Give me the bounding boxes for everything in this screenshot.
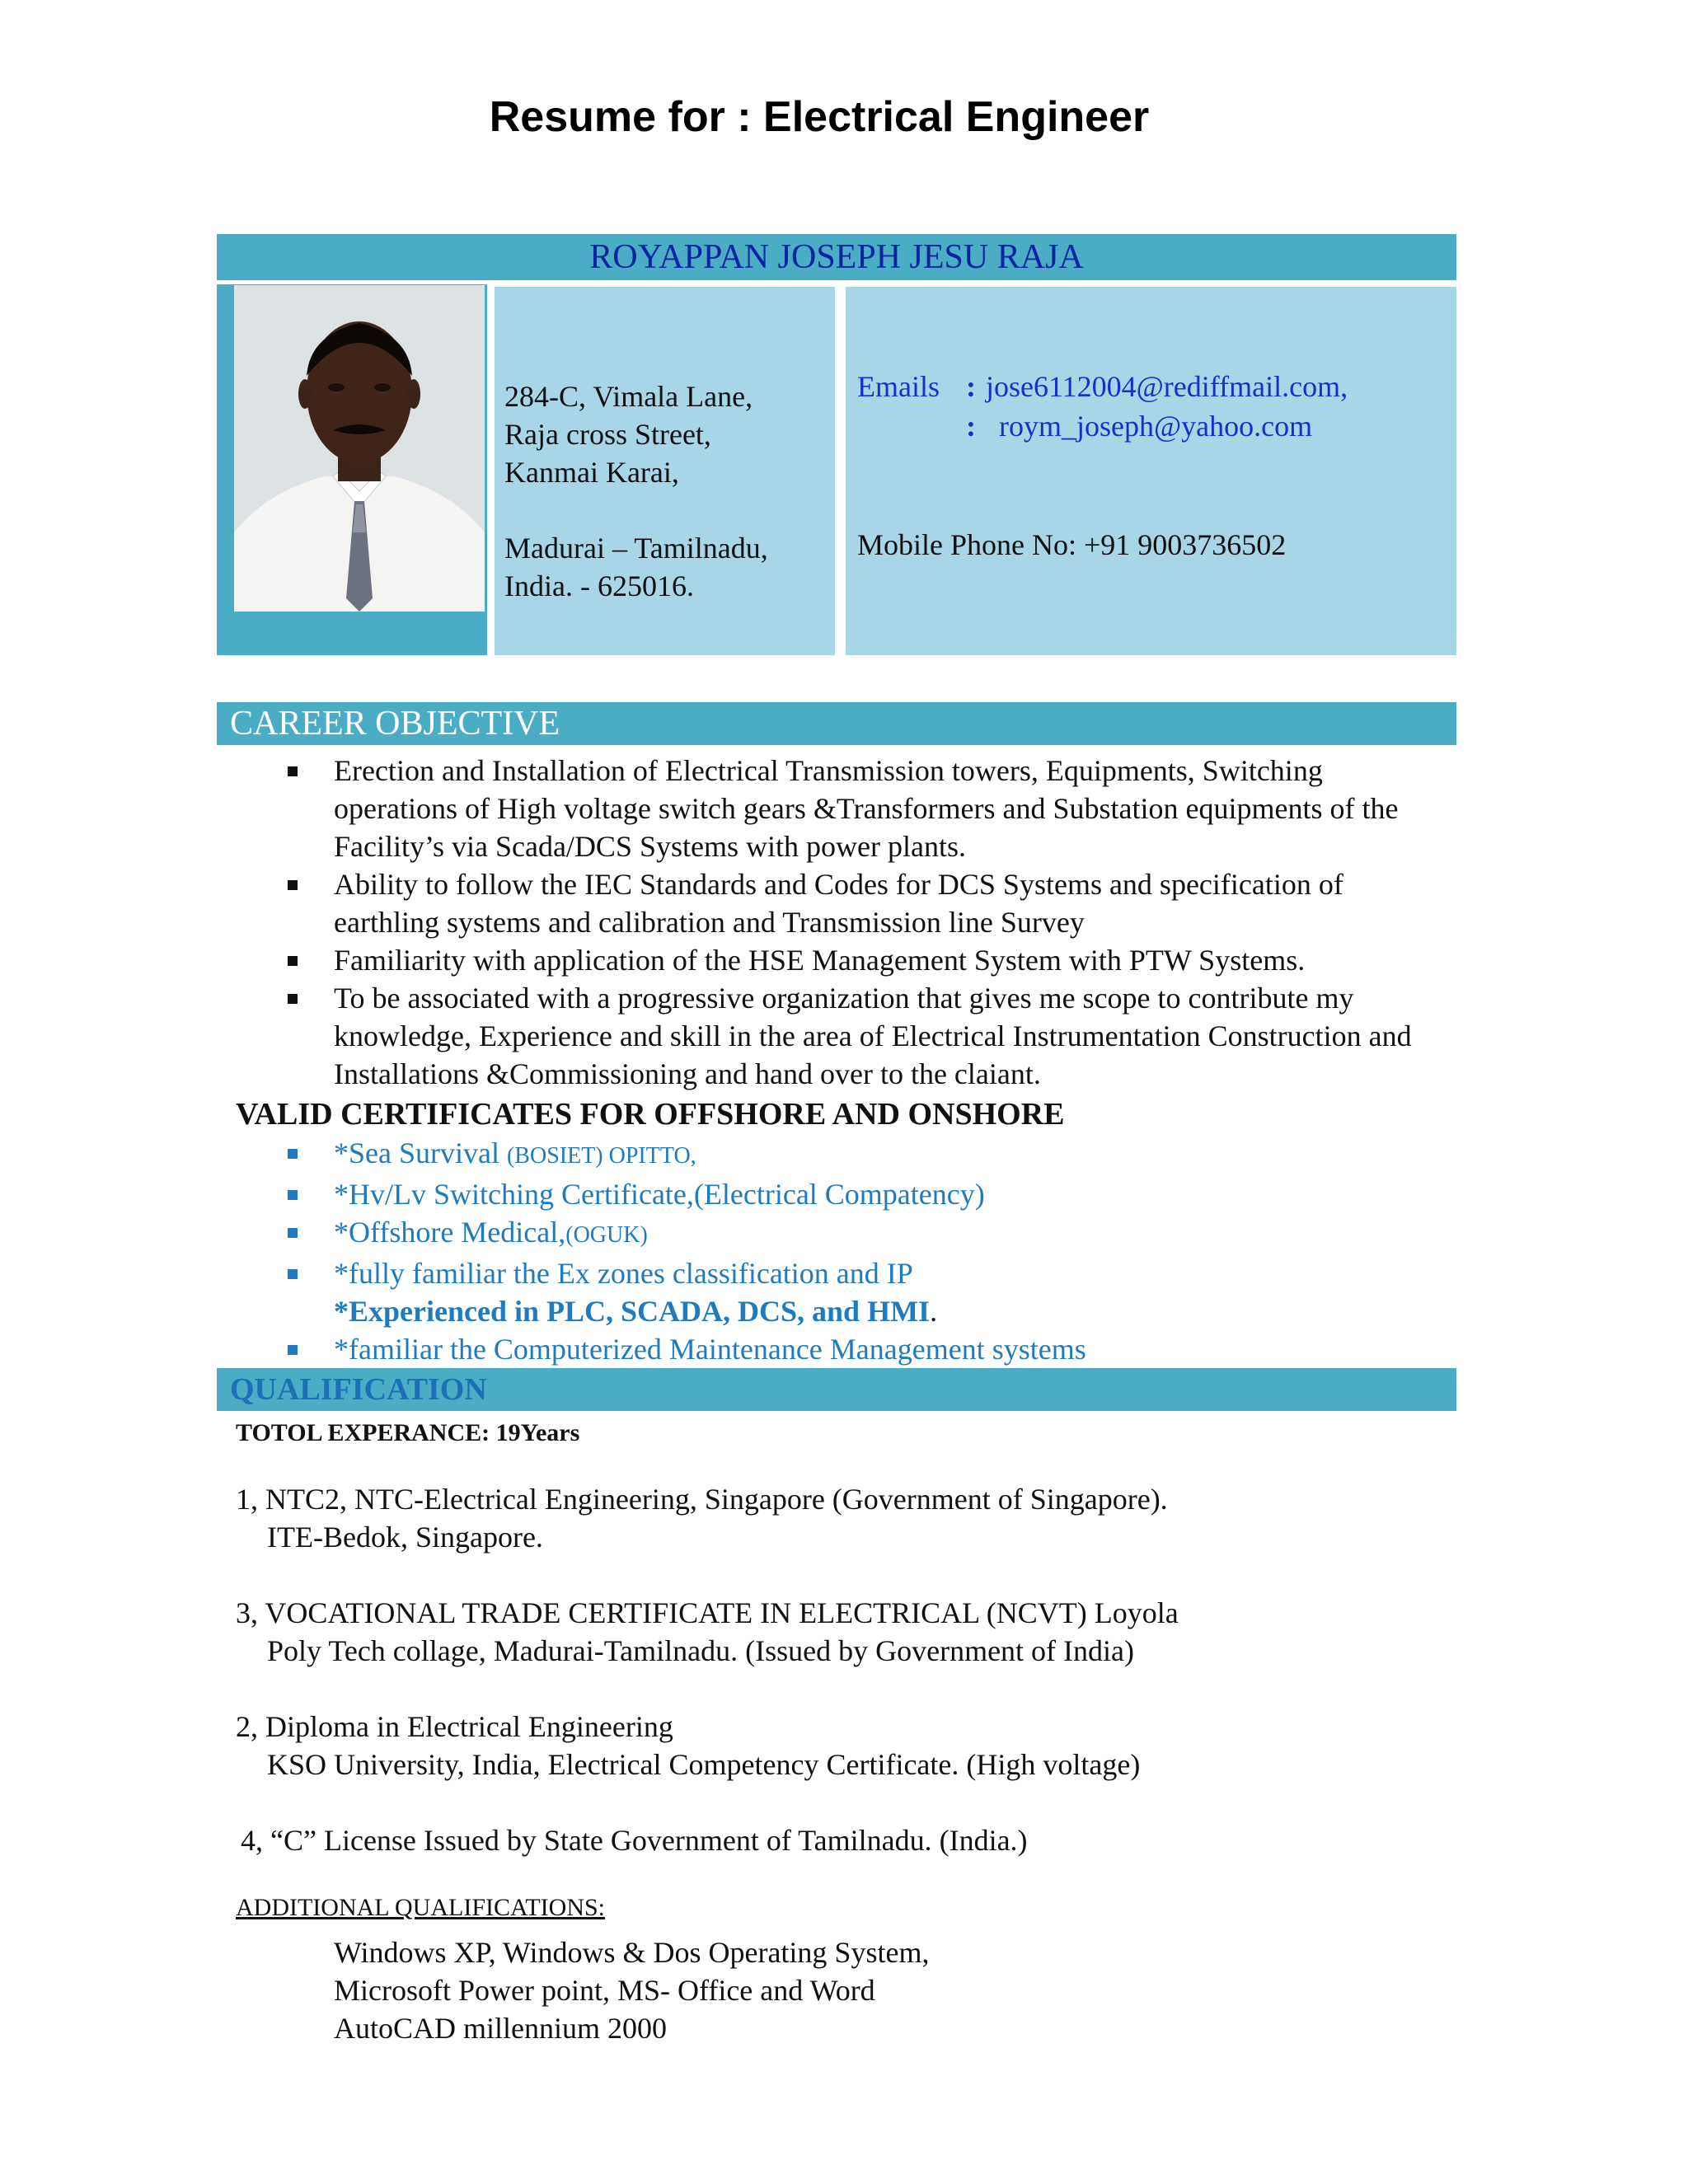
address-cell [495, 287, 835, 655]
address-line: India. - 625016. [504, 569, 694, 602]
career-objective-heading: CAREER OBJECTIVE [217, 702, 1456, 745]
qualification-line: KSO University, India, Electrical Competency Certificate. (High voltage) [267, 1748, 1141, 1781]
list-item: Microsoft Power point, MS- Office and Word [334, 1974, 875, 2007]
list-item: *Sea Survival (BOSIET) OPITTO, [334, 1134, 1430, 1175]
total-experience: TOTOL EXPERANCE: 19Years [236, 1419, 580, 1446]
square-bullet-icon [288, 1149, 298, 1159]
qualification-line: 1, NTC2, NTC-Electrical Engineering, Singapore (Government of Singapore). [236, 1483, 1168, 1516]
address-line: 284-C, Vimala Lane, [504, 380, 753, 413]
additional-qualifications-heading: ADDITIONAL QUALIFICATIONS: [236, 1894, 606, 1921]
person-photo-icon [234, 285, 485, 612]
contact-cell [846, 287, 1456, 655]
square-bullet-icon [288, 956, 298, 966]
address-line: Raja cross Street, [504, 418, 711, 451]
square-bullet-icon [288, 1190, 298, 1200]
qualification-line: 2, Diploma in Electrical Engineering [236, 1710, 673, 1743]
list-item: Erection and Installation of Electrical Transmission towers, Equipments, Switching operations of High voltage switch gears &Transformers and Substation equipments of the Facility’s via Scada/DCS Systems with power plants. [334, 752, 1430, 865]
list-item: Ability to follow the IEC Standards and Codes for DCS Systems and specification of earthling systems and calibration and Transmission line Survey [334, 865, 1430, 941]
square-bullet-icon [288, 766, 298, 776]
qualification-line: 4, “C” License Issued by State Government of Tamilnadu. (India.) [241, 1824, 1028, 1857]
list-item: *fully familiar the Ex zones classification and IP [334, 1254, 1430, 1292]
address-line: Madurai – Tamilnadu, [504, 532, 768, 565]
address-line: Kanmai Karai, [504, 456, 679, 489]
square-bullet-icon [288, 994, 298, 1004]
email-link[interactable]: roym_joseph@yahoo.com [999, 410, 1313, 443]
career-objective-list [334, 752, 1430, 1093]
list-item: To be associated with a progressive organization that gives me scope to contribute my knowledge, Experience and skill in the area of Electrical Instrumentation Construction and Installations &Commissioning and hand over to the claiant. [334, 979, 1430, 1093]
page-title: Resume for : Electrical Engineer [489, 93, 1150, 141]
list-item: Windows XP, Windows & Dos Operating System, [334, 1936, 930, 1969]
qualification-heading: QUALIFICATION [217, 1368, 1456, 1411]
square-bullet-icon [288, 1345, 298, 1355]
certificates-heading: VALID CERTIFICATES FOR OFFSHORE AND ONSHORE [236, 1097, 1065, 1132]
colon: : [966, 410, 976, 443]
square-bullet-icon [288, 880, 298, 890]
qualification-line: 3, VOCATIONAL TRADE CERTIFICATE IN ELECTRICAL (NCVT) Loyola [236, 1596, 1179, 1629]
mobile-number: Mobile Phone No: +91 9003736502 [857, 528, 1287, 561]
square-bullet-icon [288, 1269, 298, 1279]
profile-photo [234, 285, 485, 612]
list-item: AutoCAD millennium 2000 [334, 2012, 667, 2045]
list-item: *Experienced in PLC, SCADA, DCS, and HMI. [334, 1295, 938, 1328]
certificates-list [334, 1134, 1430, 1368]
emails-label: Emails [857, 370, 940, 403]
list-item: *Hv/Lv Switching Certificate,(Electrical Compatency) [334, 1175, 1430, 1213]
email-link[interactable]: jose6112004@rediffmail.com, [986, 370, 1348, 403]
square-bullet-icon [288, 1228, 298, 1238]
list-item: Familiarity with application of the HSE Management System with PTW Systems. [334, 941, 1430, 979]
colon: : [966, 370, 976, 403]
name-header: ROYAPPAN JOSEPH JESU RAJA [217, 234, 1456, 280]
list-item: *familiar the Computerized Maintenance Management systems [334, 1330, 1430, 1368]
list-item: *Offshore Medical,(OGUK) [334, 1213, 1430, 1254]
qualification-line: ITE-Bedok, Singapore. [267, 1521, 543, 1554]
qualification-line: Poly Tech collage, Madurai-Tamilnadu. (Issued by Government of India) [267, 1634, 1134, 1667]
